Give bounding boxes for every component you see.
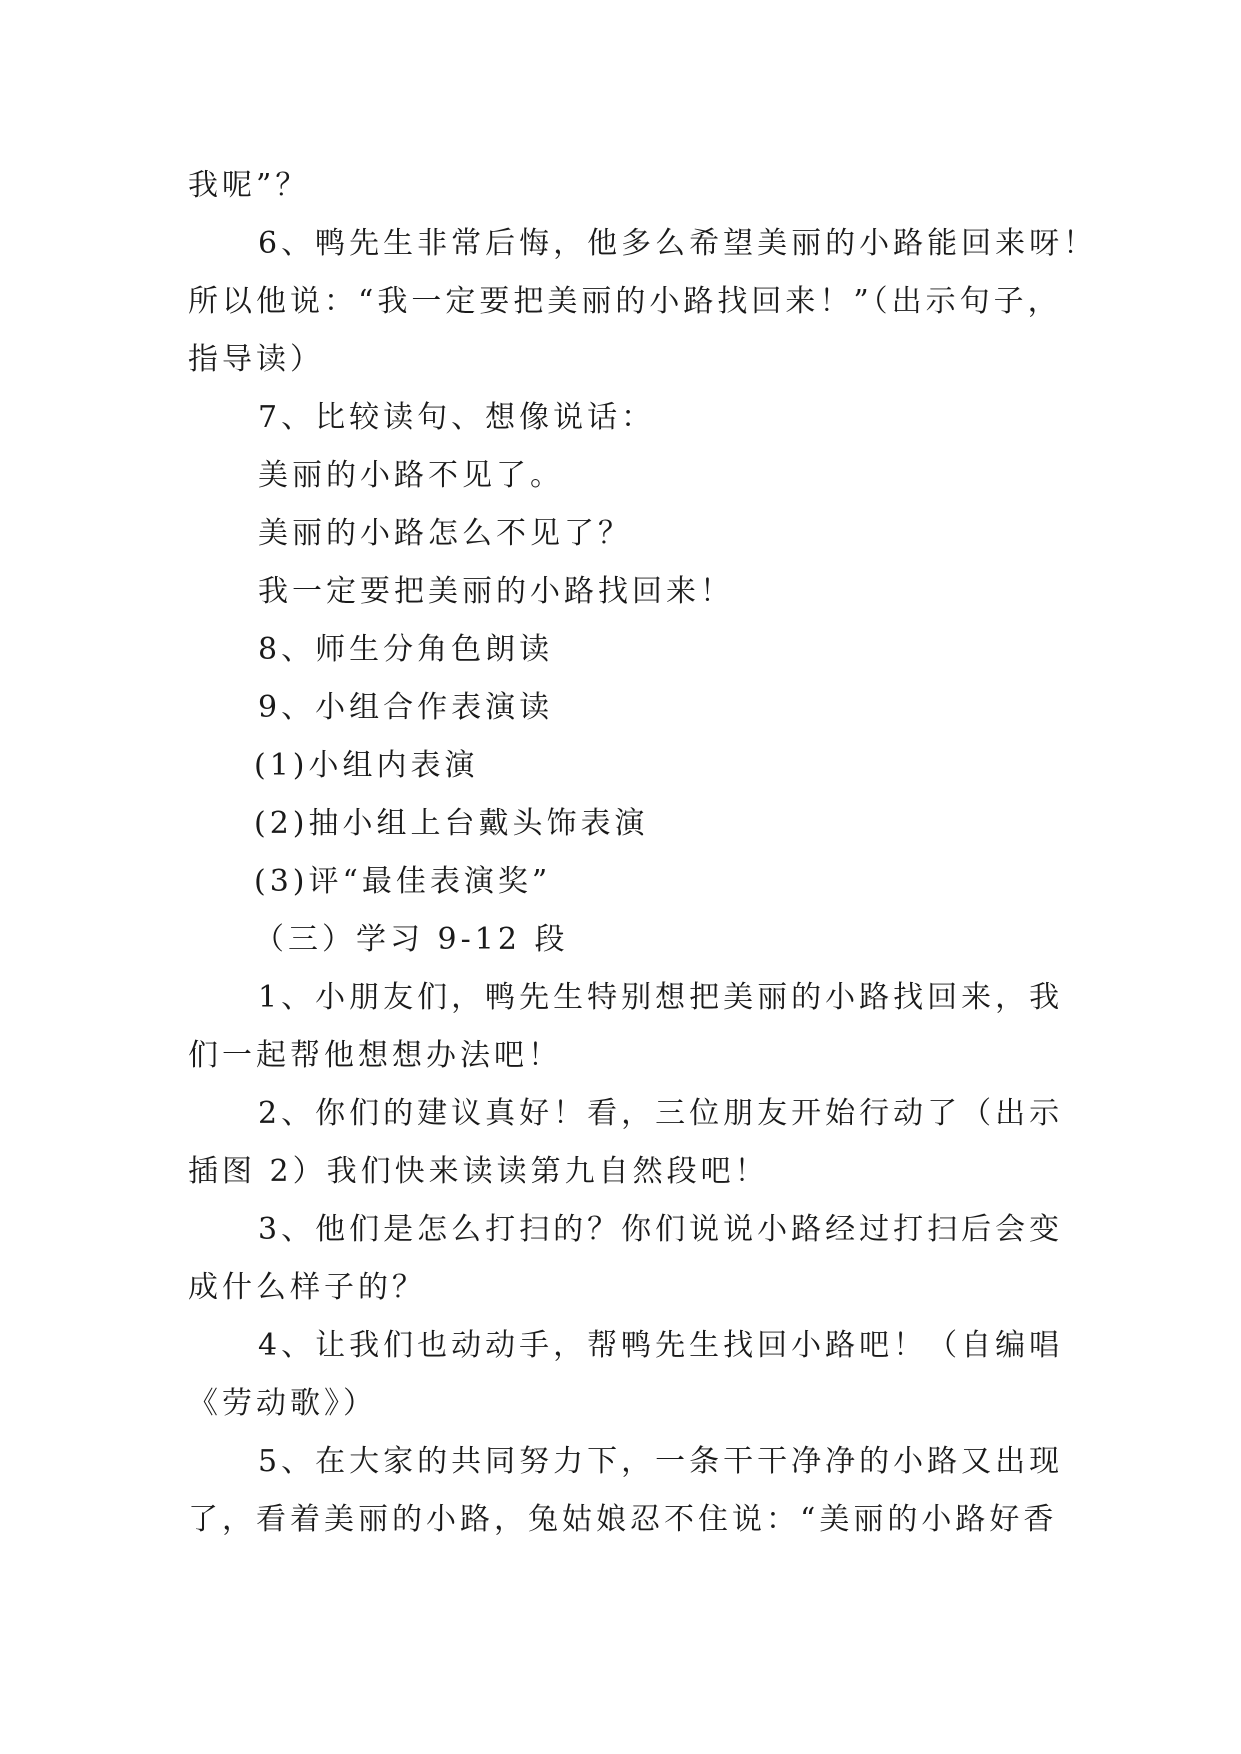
text-line: 美丽的小路不见了。: [258, 458, 564, 493]
text-line: 我呢”？: [188, 168, 310, 203]
text-line: 4、让我们也动动手，帮鸭先生找回小路吧！（自编唱: [258, 1328, 1064, 1363]
text-line: (1)小组内表演: [254, 748, 479, 783]
text-line: 9、小组合作表演读: [258, 690, 554, 725]
text-line: 美丽的小路怎么不见了？: [258, 516, 632, 551]
text-line: 了，看着美丽的小路，兔姑娘忍不住说：“美丽的小路好香: [188, 1502, 1058, 1537]
text-line: (2)抽小组上台戴头饰表演: [254, 806, 649, 841]
text-line: 插图 2）我们快来读读第九自然段吧！: [188, 1154, 769, 1189]
text-line: 们一起帮他想想办法吧！: [188, 1038, 562, 1073]
text-line: 《劳动歌》）: [188, 1386, 377, 1421]
text-line: 所以他说：“我一定要把美丽的小路找回来！”（出示句子，: [188, 284, 1062, 319]
text-line: 6、鸭先生非常后悔，他多么希望美丽的小路能回来呀！: [258, 226, 1098, 261]
text-line: 1、小朋友们，鸭先生特别想把美丽的小路找回来，我: [258, 980, 1064, 1015]
text-line: 指导读）: [188, 342, 324, 377]
text-line: 成什么样子的？: [188, 1270, 426, 1305]
text-line: 3、他们是怎么打扫的？你们说说小路经过打扫后会变: [258, 1212, 1064, 1247]
text-line: 8、师生分角色朗读: [258, 632, 554, 667]
text-line: 5、在大家的共同努力下，一条干干净净的小路又出现: [258, 1444, 1064, 1479]
text-line: (3)评“最佳表演奖”: [254, 864, 552, 899]
text-line: 我一定要把美丽的小路找回来！: [258, 574, 734, 609]
document-body: [188, 157, 1098, 1549]
text-line: 2、你们的建议真好！看，三位朋友开始行动了（出示: [258, 1096, 1064, 1131]
section-heading: （三）学习 9-12 段: [254, 922, 569, 957]
text-line: 7、比较读句、想像说话：: [258, 400, 656, 435]
